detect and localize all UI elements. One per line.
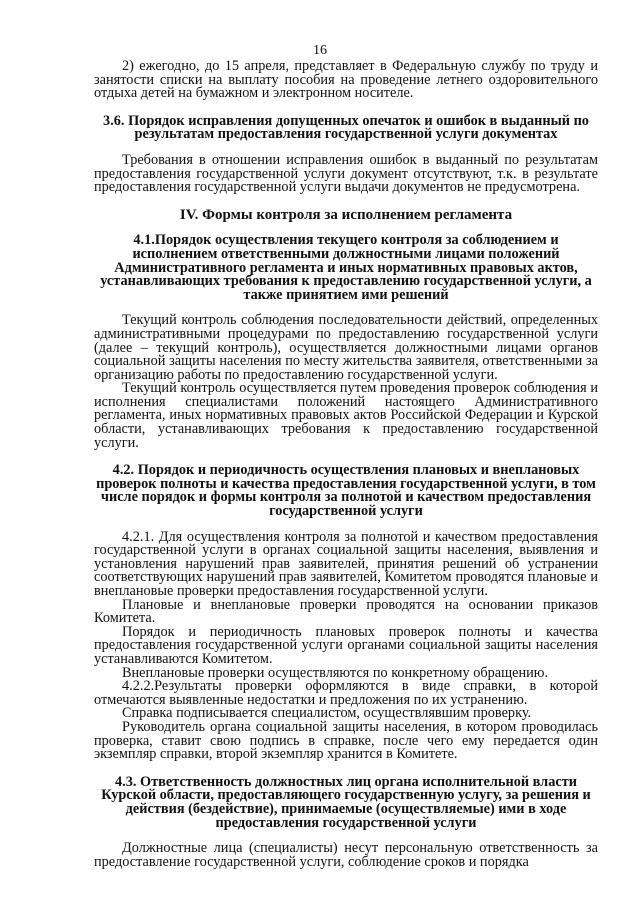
paragraph: 4.2.2.Результаты проверки оформляются в виде справки, в которой отмечаются выявленные недостатки и предложения по их устранению. — [94, 678, 598, 708]
section-heading: IV. Формы контроля за исполнением регламента — [179, 206, 513, 223]
paragraph: Должностные лица (специалисты) несут персональную ответственность за предоставление государственной услуги, соблюдение сроков и порядка — [94, 840, 598, 870]
paragraph: Текущий контроль осуществляется путем проведения проверок соблюдения и исполнения специалистами положений настоящего Административного регламента, иных нормативных правовых актов Российской Федерации и Курской области, устанавливающих требования к предоставлению государственной услуги. — [94, 380, 598, 451]
paragraph: 2) ежегодно, до 15 апреля, представляет в Федеральную службу по труду и занятости списки на выплату пособия на проведение летнего оздоровительного отдыха детей на бумажном и электронном носителе. — [94, 58, 598, 102]
section-heading: 4.2. Порядок и периодичность осуществления плановых и внеплановых проверок полноты и качества предоставления государственной услуги, в том числе порядок и формы контроля за полнотой и качеством предоставления государственной услуги — [96, 462, 596, 520]
document-body — [94, 60, 598, 869]
paragraph: Требования в отношении исправления ошибок в выданный по результатам предоставления государственной услуги документ отсутствуют, т.к. в результате предоставления государственной услуги выдачи документов не предусмотрена. — [94, 151, 598, 196]
section-heading: 4.1.Порядок осуществления текущего контроля за соблюдением и исполнением ответственными должностными лицами положений Административного регламента и иных нормативных правовых актов, устанавливающих требования к предоставлению государственной услуги, а также принятием ими решений — [100, 232, 592, 303]
paragraph: 4.2.1. Для осуществления контроля за полнотой и качеством предоставления государственной услуги в органах социальной защиты населения, выявления и установления нарушений прав заявителей, принятия решений об устранении соответствующих нарушений прав заявителей, Комитетом проводятся плановые и внеплановые проверки предоставления государственной услуги. — [94, 528, 598, 599]
paragraph: Руководитель органа социальной защиты населения, в котором проводилась проверка, ставит свою подпись в справке, после чего ему передается один экземпляр справки, второй экземпляр хранится в Комитете. — [94, 718, 598, 763]
paragraph: Справка подписывается специалистом, осуществлявшим проверку. — [122, 705, 532, 722]
page-number: 16 — [313, 43, 327, 58]
paragraph: Внеплановые проверки осуществляются по конкретному обращению. — [122, 664, 549, 681]
paragraph: Текущий контроль соблюдения последовательности действий, определенных административными процедурами по предоставлению государственной услуги (далее – текущий контроль), осуществляется должностными лицами органов социальной защиты населения по месту жительства заявителя, ответственными за организацию работы по предоставлению государственной услуги. — [94, 312, 598, 383]
paragraph: Порядок и периодичность плановых проверок полноты и качества предоставления государственной услуги органами социальной защиты населения устанавливаются Комитетом. — [94, 623, 598, 667]
section-heading: 3.6. Порядок исправления допущенных опечаток и ошибок в выданный по результатам предоставления государственной услуги документах — [103, 112, 589, 143]
paragraph: Плановые и внеплановые проверки проводятся на основании приказов Комитета. — [94, 596, 598, 627]
section-heading: 4.3. Ответственность должностных лиц органа исполнительной власти Курской области, предоставляющего государственную услугу, за решения и действия (бездействие), принимаемые (осуществляемые) ими в ходе предоставления государственной услуги — [101, 773, 591, 831]
